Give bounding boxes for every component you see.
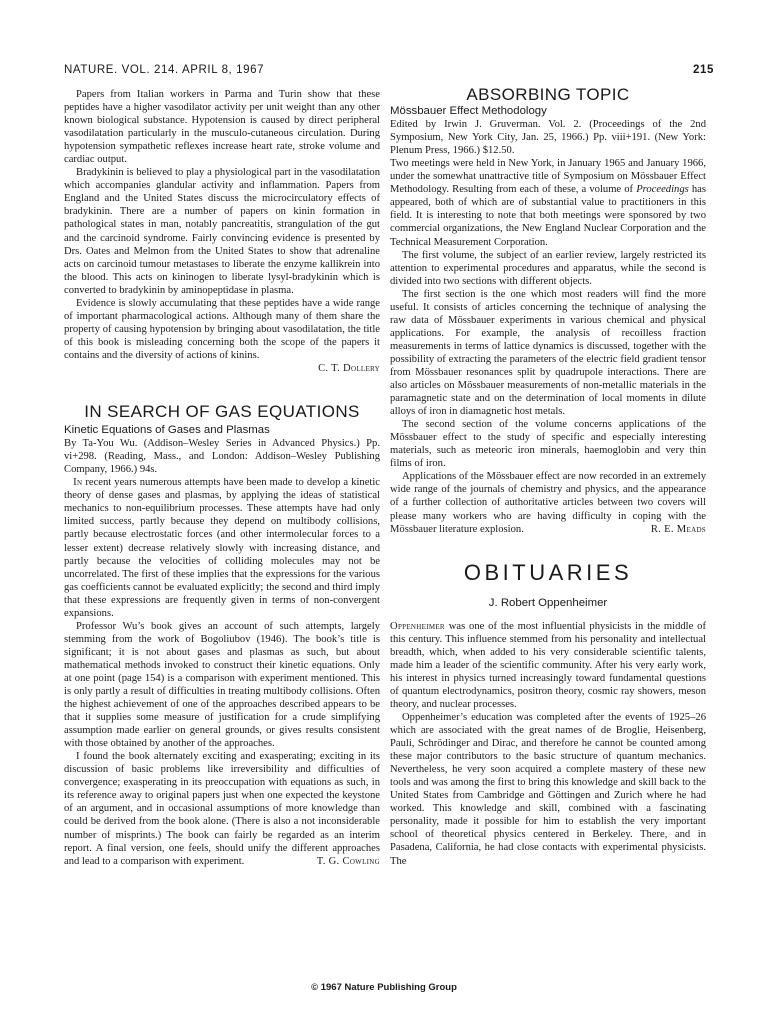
book-title: Kinetic Equations of Gases and Plasmas: [64, 424, 270, 437]
paragraph: [390, 620, 706, 711]
running-head: [64, 64, 714, 80]
book-details: By Ta-You Wu. (Addison–Wesley Series in Advanced Physics.) Pp. vi+298. (Reading, Mass., and London: Addison–Wesley Publishing Company, 1966.) 94s.: [64, 438, 380, 476]
italic-text: Proceedings: [636, 184, 689, 196]
paragraph: The first volume, the subject of an earlier review, largely restricted its attention to experimental procedures and apparatus, while the second is divided into two sections with different objects.: [390, 249, 706, 287]
obituaries-title: OBITUARIES: [463, 559, 633, 585]
paragraph: [64, 476, 380, 620]
paragraph: Bradykinin is believed to play a physiological part in the vasodilatation which accompanies glandular activity and inflammation. Papers from England and the United States discuss the microcirculatory effects of bradykinin. There are a number of papers on kinin formation in pathological states in man, notably pancreatitis, strangulation of the gut and the carcinoid syndrome. Fairly convincing evidence is presented by Drs. Oates and Melmon from the United States to show that adrenaline acts on carcinoid tumour metastases to liberate the enzyme kallikrein into the blood. This acts on kininogen to liberate lysyl-bradykinin which is converted to bradykinin by aminopeptidase in plasma.: [64, 167, 380, 296]
copyright-footer: © 1967 Nature Publishing Group: [311, 982, 457, 993]
paragraph: Evidence is slowly accumulating that these peptides have a wide range of important pharmacological actions. Although many of them share the property of causing hypotension by bringing about vasodilatation, the title of this book is misleading concerning both the scope of the papers it contains and the diversity of actions of kinins.: [64, 297, 380, 361]
section-title: IN SEARCH OF GAS EQUATIONS: [84, 402, 360, 422]
paragraph-text: Applications of the Mössbauer effect are now recorded in an extremely wide range of the journals of chemistry and physics, and the appearance of a further collection of authoritative articles between two covers will please many workers who are having difficulty in coping with the Mössbauer literature explosion.: [390, 471, 706, 535]
book-title: Mössbauer Effect Methodology: [390, 105, 547, 118]
paragraph-text: has appeared, both of which are of substantial value to practitioners in this field. It is interesting to note that both meetings were sponsored by two commercial organizations, the New England Nuclear Corporation and the Technical Measurement Corporation.: [390, 184, 706, 248]
journal-issue-line: NATURE. VOL. 214. APRIL 8, 1967: [64, 64, 265, 76]
paragraph-text: recent years numerous attempts have been made to develop a kinetic theory of dense gases and plasmas, by applying the ideas of statistical mechanics to non-equilibrium processes. These attempts have had only limited success, partly because they depend on multibody collisions, partly because electrostatic forces (and other intermolecular forces to a lesser extent) decrease relatively slowly with increasing distance, and partly because the velocities of colliding molecules may not be uncorrelated. The first of these implies that the expressions for the various gas coefficients cannot be evaluated explicitly; the second and third imply that these expressions are frequently given in terms of non-convergent expansions.: [64, 477, 380, 619]
paragraph: The second section of the volume concerns applications of the Mössbauer effect to the study of specific and especially interesting materials, such as meteoric iron minerals, haemoglobin and very thin films of iron.: [390, 419, 706, 470]
right-column: [390, 85, 706, 868]
paragraph: [390, 470, 706, 535]
reviewer-signature: R. E. Meads: [650, 523, 706, 535]
paragraph-text: Two meetings were held in New York, in January 1965 and January 1966, under the somewhat unattractive title of Symposium on Mössbauer Effect Methodology. Resulting from each of these, a volume of: [390, 158, 706, 196]
book-details: Edited by Irwin J. Gruverman. Vol. 2. (Proceedings of the 2nd Symposium, New York City, Jan. 25, 1966.) Pp. viii+191. (New York: Plenum Press, 1966.) $12.50.: [390, 119, 706, 157]
page-number: 215: [693, 64, 714, 76]
paragraph: Papers from Italian workers in Parma and Turin show that these peptides have a higher vasodilator activity per unit weight than any other known biological substance. Hypotension is caused by direct peripheral vasodilatation particularly in the musculo-cutaneous circulation. During hypotension sympathetic reflexes increase heart rate, stroke volume and cardiac output.: [64, 89, 380, 166]
paragraph: Professor Wu’s book gives an account of such attempts, largely stemming from the work of Bogoliubov (1946). The book’s title is significant; it is not about gases and plasmas as such, but about mathematical methods invoked to construct their kinetic equations. Only at one point (page 154) is a comparison with experiment mentioned. This is only partly a result of difficulties in treating multibody collisions. Often the highest achievement of one of the approaches described appears to be that it supplies some measure of justification for a crude simplifying assumption made earlier on general grounds, or gives results consistent with those obtained by another of the approaches.: [64, 620, 380, 750]
lead-word: In: [73, 477, 83, 489]
paragraph: [390, 157, 706, 248]
obituary-name: J. Robert Oppenheimer: [488, 596, 608, 609]
paragraph: [64, 750, 380, 867]
paragraph-text: was one of the most influential physicists in the middle of this century. This influence stemmed from his personality and intellectual breadth, which, when added to his very considerable scientific talents, made him a leader of the scientific community. After his very early work, his interest in physics turned increasingly toward fundamental questions of quantum electrodynamics, positron theory, cosmic ray showers, meson theory, and nuclear processes.: [390, 620, 706, 710]
reviewer-signature: C. T. Dollery: [318, 362, 380, 374]
lead-word: Oppenheimer: [390, 620, 445, 632]
paragraph: Oppenheimer’s education was completed after the events of 1925–26 which are associated with the great names of de Broglie, Heisenberg, Pauli, Schrödinger and Dirac, and therefore he cannot be counted among these major contributors to the basic structure of quantum mechanics. Nevertheless, he very soon acquired a complete mastery of these new tools and was among the first to bring this knowledge and skill back to the United States from Cambridge and Göttingen and Zurich where he had worked. This knowledge and skill, combined with a fascinating personality, made it possible for him to establish the very important school of theoretical physics centered in Berkeley. There, and in Pasadena, California, he had close contacts with experimental physicists. The: [390, 712, 706, 867]
section-title: ABSORBING TOPIC: [466, 85, 630, 104]
paragraph: The first section is the one which most readers will find the more useful. It consists of articles concerning the technique of analysing the raw data of Mössbauer experiments in various chemical and physical applications. For example, the analysis of recoilless fraction measurements in terms of lattice dynamics is discussed, together with the possibility of extracting the parameters of the electric field gradient tensor from Mössbauer resonances split by quadrupole interactions. There are also articles on Mössbauer measurements of non-metallic materials in the paramagnetic state and on the determination of local moments in dilute alloys of iron in diamagnetic host metals.: [390, 288, 706, 418]
left-column: [64, 88, 380, 868]
paragraph-text: I found the book alternately exciting and exasperating; exciting in its discussion of basic problems like irreversibility and difficulties of convergence; exasperating in its preoccupation with equations as such, in its reference away to original papers just when one expected the keystone of an argument, and in occasional assumptions of more knowledge than could be derived from the book alone. (There is also a not inconsiderable number of misprints.) The book can fairly be regarded as an interim report. A final version, one feels, should unify the different approaches and lead to a comparison with experiment.: [64, 751, 380, 867]
reviewer-signature: T. G. Cowling: [316, 855, 380, 867]
